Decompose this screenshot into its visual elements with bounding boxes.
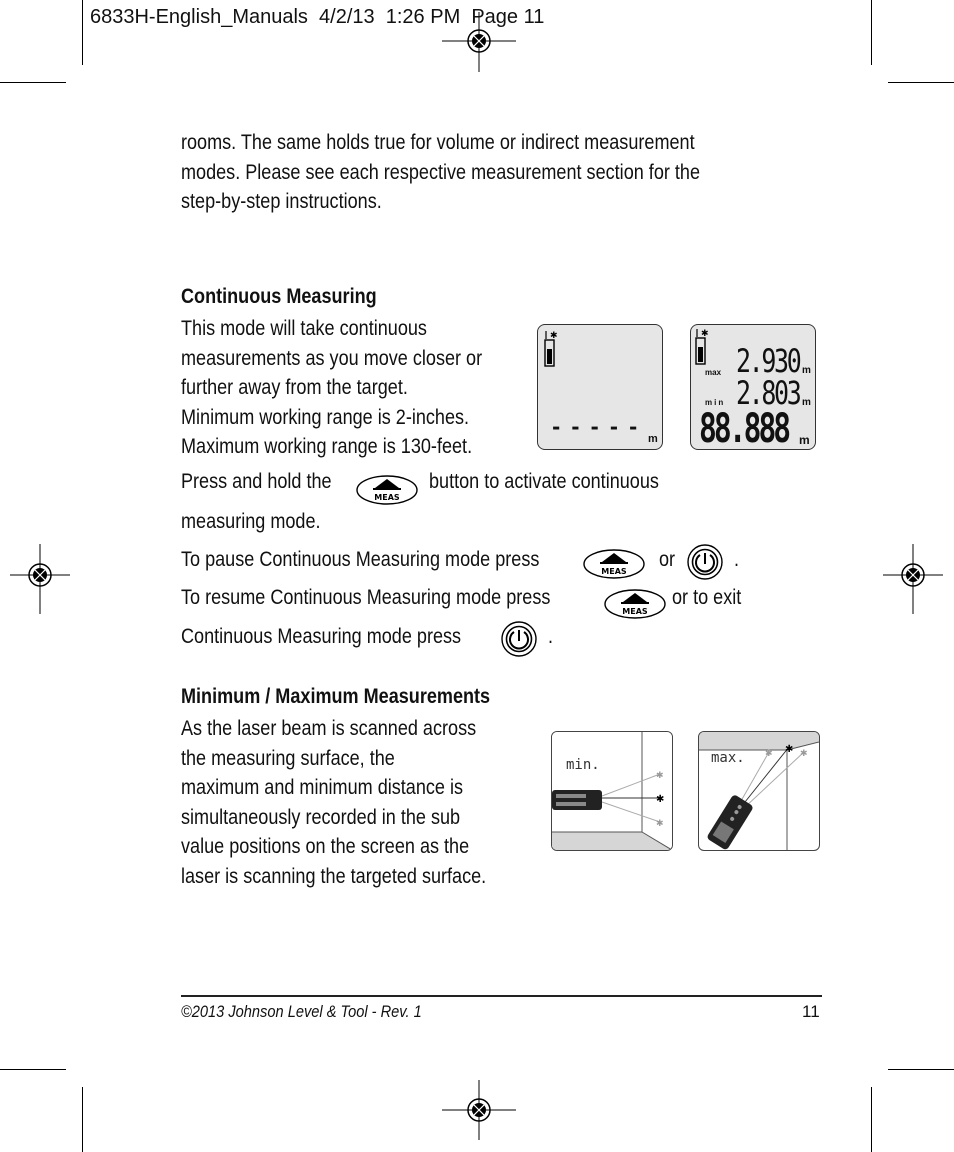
continuous-line: Minimum working range is 2-inches.	[181, 405, 470, 429]
lcd-min-value: 2.803	[736, 374, 800, 412]
svg-text:✱: ✱	[656, 794, 665, 805]
exit-line: Continuous Measuring mode press	[181, 625, 462, 648]
clear-power-button-icon	[500, 620, 538, 658]
minmax-line: simultaneously recorded in the sub	[181, 805, 461, 829]
minmax-line: maximum and minimum distance is	[181, 776, 464, 799]
svg-text:✱: ✱	[656, 819, 664, 829]
crop-mark	[0, 82, 66, 83]
page-number: 11	[802, 1002, 820, 1021]
clear-power-button-icon	[686, 543, 724, 581]
min-label: min.	[566, 757, 600, 773]
minmax-line: laser is scanning the targeted surface.	[181, 864, 487, 888]
continuous-line: measurements as you move closer or	[181, 346, 483, 370]
registration-mark-icon	[442, 1080, 516, 1140]
crop-mark	[871, 0, 872, 65]
meas-button-icon	[603, 588, 667, 620]
footer-copyright: ©2013 Johnson Level & Tool - Rev. 1	[181, 1002, 422, 1021]
svg-text:✱: ✱	[656, 771, 664, 781]
svg-text:✱: ✱	[701, 329, 709, 339]
crop-mark	[871, 1087, 872, 1152]
svg-text:✱: ✱	[785, 744, 794, 755]
pause-line: To pause Continuous Measuring mode press	[181, 548, 540, 571]
lcd-continuous-screen	[537, 324, 663, 450]
intro-line: step-by-step instructions.	[181, 190, 382, 213]
svg-text:✱: ✱	[765, 749, 773, 759]
continuous-line: This mode will take continuous	[181, 317, 427, 340]
lcd-min-unit: m	[802, 397, 811, 408]
registration-mark-icon	[883, 544, 943, 614]
lcd-min-label: min	[705, 398, 726, 407]
resume-line: To resume Continuous Measuring mode press	[181, 586, 551, 609]
pause-or: or	[659, 548, 676, 571]
laser-battery-icon	[542, 329, 562, 369]
lcd-main-unit: m	[799, 433, 810, 447]
meas-button-label: MEAS	[374, 493, 400, 502]
laser-battery-icon	[693, 327, 713, 367]
max-illustration	[698, 731, 820, 851]
footer-rule	[181, 995, 822, 997]
intro-line: rooms. The same holds true for volume or indirect measurement	[181, 131, 695, 154]
lcd-minmax-screen	[690, 324, 816, 450]
press-hold-text: Press and hold the	[181, 470, 332, 493]
min-scan-diagram	[552, 732, 672, 850]
lcd-unit: m	[648, 433, 658, 445]
meas-button-icon	[582, 548, 646, 580]
meas-button-icon	[355, 474, 419, 506]
registration-mark-icon	[10, 544, 70, 614]
continuous-description	[181, 314, 482, 462]
minmax-description	[181, 714, 486, 891]
svg-text:✱: ✱	[800, 749, 808, 759]
svg-text:✱: ✱	[550, 331, 558, 341]
print-slug: 6833H-English_Manuals 4/2/13 1:26 PM Page 11	[90, 6, 545, 28]
minmax-line: value positions on the screen as the	[181, 835, 470, 858]
pause-end: .	[734, 548, 740, 571]
crop-mark	[82, 1087, 83, 1152]
minmax-heading: Minimum / Maximum Measurements	[181, 685, 491, 708]
min-illustration	[551, 731, 673, 851]
lcd-max-value: 2.930	[736, 342, 800, 380]
press-hold-line-b: button to activate continuous	[429, 470, 659, 493]
resume-line-b: or to exit	[672, 586, 742, 609]
crop-mark	[82, 0, 83, 65]
intro-paragraph	[181, 128, 700, 217]
lcd-dashes: - - - - -	[552, 415, 640, 439]
continuous-heading: Continuous Measuring	[181, 285, 377, 308]
crop-mark	[888, 82, 954, 83]
press-hold-line-c: measuring mode.	[181, 510, 321, 533]
intro-line: modes. Please see each respective measurement section for the	[181, 160, 700, 184]
continuous-line: Maximum working range is 130-feet.	[181, 435, 473, 458]
lcd-max-unit: m	[802, 365, 811, 376]
press-hold-line	[181, 470, 332, 494]
minmax-line: As the laser beam is scanned across	[181, 717, 477, 740]
lcd-max-label: max	[705, 368, 722, 377]
exit-end: .	[548, 625, 554, 648]
max-label: max.	[711, 750, 745, 766]
continuous-line: further away from the target.	[181, 376, 408, 399]
lcd-main-value: 88.888	[699, 406, 789, 452]
crop-mark	[0, 1069, 66, 1070]
minmax-line: the measuring surface, the	[181, 746, 395, 770]
meas-button-label: MEAS	[622, 607, 648, 616]
meas-button-label: MEAS	[601, 567, 627, 576]
crop-mark	[888, 1069, 954, 1070]
